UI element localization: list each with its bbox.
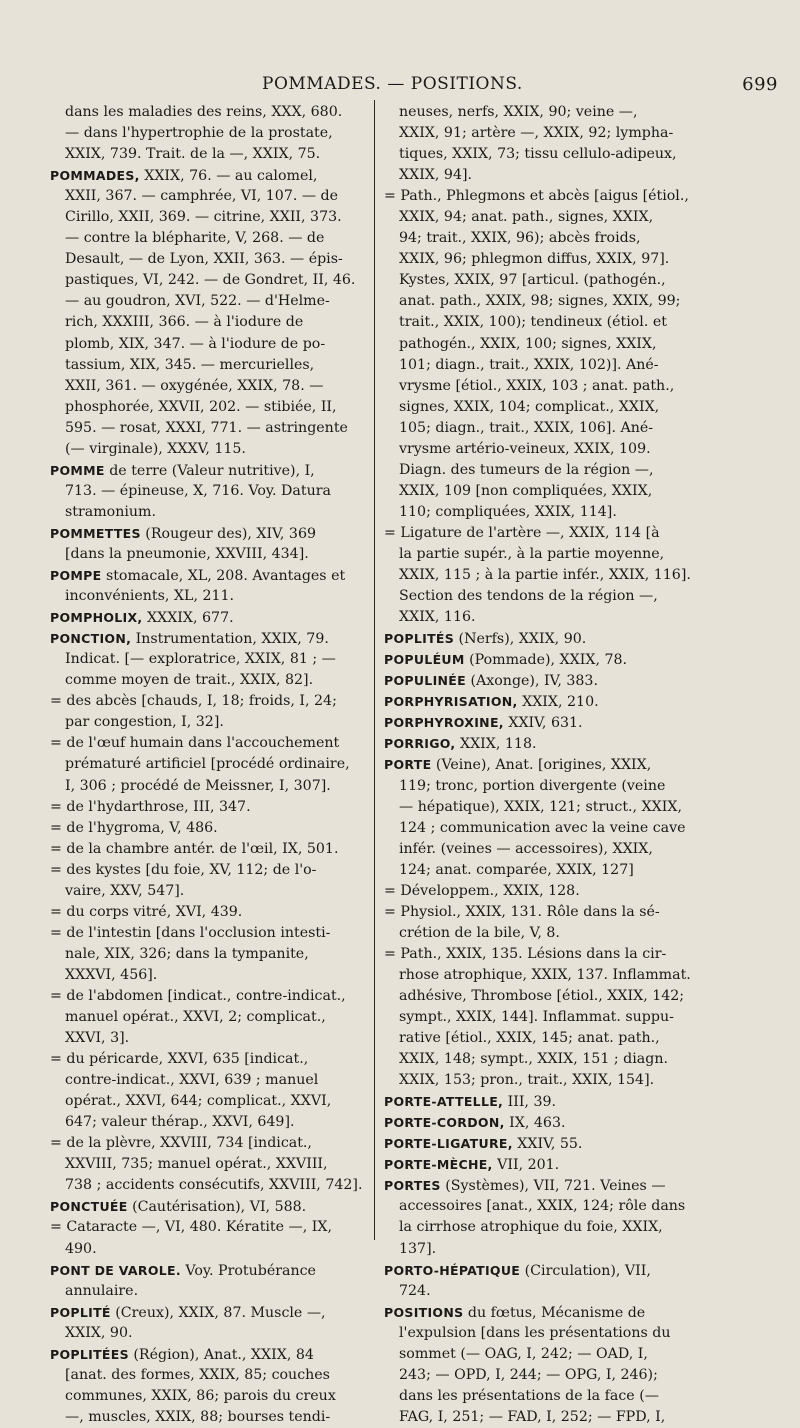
entry-text: 713. — épineuse, X, 716. Voy. Datura — [65, 482, 331, 499]
entry-headword: POPLITÉ — [50, 1304, 111, 1320]
index-text-line — [50, 1281, 370, 1302]
index-text-line — [384, 1007, 704, 1028]
entry-text: = Physiol., XXIX, 131. Rôle dans la sé- — [384, 903, 660, 920]
entry-text: manuel opérat., XXVI, 2; complicat., — [65, 1009, 326, 1026]
index-text-line — [50, 1365, 370, 1386]
entry-text: FAG, I, 251; — FAD, I, 252; — FPD, I, — [399, 1408, 666, 1425]
entry-text: dans les présentations de la face (— — [399, 1387, 659, 1404]
index-entry-heading-line — [50, 628, 370, 649]
entry-text: XXVI, 3]. — [65, 1030, 130, 1047]
index-entry-heading-line — [50, 565, 370, 586]
entry-text: — contre la blépharite, V, 268. — de — [65, 230, 325, 247]
index-text-line — [384, 776, 704, 797]
entry-text: 595. — rosat, XXXI, 771. — astringente — [65, 419, 348, 436]
entry-text: annulaire. — [65, 1282, 139, 1299]
entry-text: — dans l'hypertrophie de la prostate, — [65, 125, 333, 142]
entry-text: nale, XIX, 326; dans la tympanite, — [65, 945, 309, 962]
index-entry-heading-line — [384, 1091, 704, 1112]
entry-headword: POMMETTES — [50, 525, 141, 541]
index-text-line — [384, 376, 704, 397]
index-entry-heading-line — [50, 523, 370, 544]
entry-text: — hépatique), XXIX, 121; struct., XXIX, — [399, 798, 682, 815]
entry-text: 105; diagn., trait., XXIX, 106]. Ané- — [399, 419, 654, 436]
entry-headword: PORPHYRISATION, — [384, 694, 518, 710]
entry-text: 110; compliquées, XXIX, 114]. — [399, 503, 617, 520]
entry-headword: POPLITÉS — [384, 631, 455, 647]
entry-text: 137]. — [399, 1240, 437, 1257]
entry-text: 490. — [65, 1240, 97, 1257]
entry-text: = du corps vitré, XVI, 439. — [50, 903, 243, 920]
entry-text: 124 ; communication avec la veine cave — [399, 819, 686, 836]
entry-text: = du péricarde, XXVI, 635 [indicat., — [50, 1051, 309, 1068]
index-text-line — [384, 1217, 704, 1238]
entry-text: VII, 201. — [492, 1157, 560, 1174]
entry-text: vaire, XXV, 547]. — [65, 882, 185, 899]
index-text-line — [384, 881, 704, 902]
index-text-line — [50, 418, 370, 439]
entry-headword: POMMADES, — [50, 168, 140, 184]
index-text-line — [384, 334, 704, 355]
index-text-line — [50, 1091, 370, 1112]
entry-text: = Path., XXIX, 135. Lésions dans la cir- — [384, 945, 667, 962]
index-text-line — [384, 102, 704, 123]
index-text-line — [384, 1070, 704, 1091]
right-column — [384, 102, 704, 1428]
index-text-line — [384, 1407, 704, 1428]
entry-text: = Cataracte —, VI, 480. Kératite —, IX, — [50, 1219, 332, 1236]
entry-text: accessoires [anat., XXIX, 124; rôle dans — [399, 1198, 686, 1215]
index-text-line — [384, 607, 704, 628]
entry-text: sommet (— OAG, I, 242; — OAD, I, — [399, 1345, 648, 1362]
entry-text: tiques, XXIX, 73; tissu cellulo-adipeux, — [399, 146, 677, 163]
entry-text: XXIX, 148; sympt., XXIX, 151 ; diagn. — [399, 1051, 668, 1068]
entry-text: 738 ; accidents consécutifs, XXVIII, 742]. — [65, 1177, 363, 1194]
entry-text: = des kystes [du foie, XV, 112; de l'o- — [50, 861, 317, 878]
entry-text: XXXIX, 677. — [142, 610, 234, 627]
entry-text: = Path., Phlegmons et abcès [aigus [étiol., — [384, 188, 689, 205]
entry-text: [anat. des formes, XXIX, 85; couches — [65, 1366, 330, 1383]
entry-text: = de l'œuf humain dans l'accouchement — [50, 735, 340, 752]
entry-text: XXIX, 96; phlegmon diffus, XXIX, 97]. — [399, 251, 670, 268]
index-text-line — [50, 1217, 370, 1238]
index-text-line — [50, 1112, 370, 1133]
index-text-line — [50, 544, 370, 565]
entry-text: XXIX, 116. — [399, 609, 476, 626]
index-text-line — [50, 376, 370, 397]
entry-text: IX, 463. — [504, 1115, 566, 1132]
index-text-line — [384, 565, 704, 586]
entry-text: XXIX, 94]. — [399, 167, 473, 184]
index-text-line — [50, 397, 370, 418]
entry-text: —, muscles, XXIX, 88; bourses tendi- — [65, 1408, 331, 1425]
index-text-line — [50, 1407, 370, 1428]
index-text-line — [50, 986, 370, 1007]
index-entry-heading-line — [384, 1154, 704, 1175]
entry-text: infér. (veines — accessoires), XXIX, — [399, 840, 653, 857]
index-text-line — [384, 123, 704, 144]
entry-text: I, 306 ; procédé de Meissner, I, 307]. — [65, 777, 331, 794]
index-text-line — [384, 439, 704, 460]
index-text-line — [50, 334, 370, 355]
index-text-line — [50, 144, 370, 165]
index-text-line — [50, 102, 370, 123]
index-entry-heading-line — [384, 670, 704, 691]
index-text-line — [50, 439, 370, 460]
entry-text: III, 39. — [503, 1094, 557, 1111]
index-text-line — [50, 839, 370, 860]
entry-text: = Ligature de l'artère —, XXIX, 114 [à — [384, 524, 660, 541]
entry-text: anat. path., XXIX, 98; signes, XXIX, 99; — [399, 293, 681, 310]
entry-headword: PONCTION, — [50, 631, 132, 647]
index-text-line — [384, 1344, 704, 1365]
index-entry-heading-line — [384, 691, 704, 712]
entry-text: XXIX, 76. — au calomel, — [139, 168, 318, 185]
index-text-line — [50, 355, 370, 376]
entry-text: Kystes, XXIX, 97 [articul. (pathogén., — [399, 272, 666, 289]
entry-text: inconvénients, XL, 211. — [65, 588, 235, 605]
index-text-line — [384, 249, 704, 270]
entry-text: XXIX, 739. Trait. de la —, XXIX, 75. — [65, 146, 321, 163]
index-text-line — [50, 291, 370, 312]
index-text-line — [50, 1239, 370, 1260]
index-entry-heading-line — [384, 1260, 704, 1281]
entry-headword: PONCTUÉE — [50, 1199, 128, 1215]
entry-text: XXVIII, 735; manuel opérat., XXVIII, — [65, 1156, 328, 1173]
index-text-line — [50, 1049, 370, 1070]
entry-text: Diagn. des tumeurs de la région —, — [399, 461, 654, 478]
entry-text: (Veine), Anat. [origines, XXIX, — [431, 757, 652, 774]
index-text-line — [384, 544, 704, 565]
entry-text: sympt., XXIX, 144]. Inflammat. suppu- — [399, 1009, 674, 1026]
index-entry-heading-line — [50, 1302, 370, 1323]
index-text-line — [50, 754, 370, 775]
entry-headword: POMME — [50, 462, 105, 478]
entry-text: 724. — [399, 1282, 431, 1299]
entry-text: (— virginale), XXXV, 115. — [65, 440, 246, 457]
entry-text: Desault, — de Lyon, XXII, 363. — épis- — [65, 251, 343, 268]
entry-text: Instrumentation, XXIX, 79. — [131, 631, 329, 648]
entry-headword: POSITIONS — [384, 1304, 464, 1320]
index-text-line — [384, 270, 704, 291]
index-text-line — [384, 965, 704, 986]
entry-text: XXIX, 118. — [455, 736, 537, 753]
index-text-line — [384, 312, 704, 333]
entry-text: XXXVI, 456]. — [65, 966, 158, 983]
index-text-line — [384, 186, 704, 207]
running-header — [0, 74, 800, 100]
index-text-line — [50, 502, 370, 523]
index-entry-heading-line — [384, 733, 704, 754]
entry-text: = de la plèvre, XXVIII, 734 [indicat., — [50, 1135, 312, 1152]
entry-headword: PORTES — [384, 1178, 441, 1194]
entry-text: vrysme [étiol., XXIX, 103 ; anat. path., — [399, 377, 675, 394]
entry-text: XXIV, 55. — [512, 1136, 583, 1153]
entry-headword: PONT DE VAROLE. — [50, 1262, 181, 1278]
entry-text: adhésive, Thrombose [étiol., XXIX, 142; — [399, 987, 685, 1004]
entry-headword: PORTO-HÉPATIQUE — [384, 1262, 521, 1278]
index-text-line — [50, 733, 370, 754]
entry-text: (Systèmes), VII, 721. Veines — — [440, 1178, 666, 1195]
entry-text: XXII, 361. — oxygénée, XXIX, 78. — — [65, 377, 324, 394]
index-text-line — [50, 944, 370, 965]
entry-text: (Cautérisation), VI, 588. — [127, 1199, 307, 1216]
entry-text: signes, XXIX, 104; complicat., XXIX, — [399, 398, 660, 415]
entry-text: Section des tendons de la région —, — [399, 588, 658, 605]
index-text-line — [384, 839, 704, 860]
index-text-line — [50, 586, 370, 607]
index-text-line — [50, 923, 370, 944]
index-entry-heading-line — [50, 460, 370, 481]
entry-headword: POPULINÉE — [384, 673, 466, 689]
entry-text: rative [étiol., XXIX, 145; anat. path., — [399, 1030, 660, 1047]
entry-text: dans les maladies des reins, XXX, 680. — [65, 104, 343, 120]
index-entry-heading-line — [384, 649, 704, 670]
entry-text: = de l'hydarthrose, III, 347. — [50, 798, 251, 815]
entry-headword: POPULÉUM — [384, 652, 465, 668]
index-text-line — [50, 776, 370, 797]
entry-text: la partie supér., à la partie moyenne, — [399, 545, 665, 562]
index-text-line — [384, 418, 704, 439]
entry-headword: POMPHOLIX, — [50, 610, 143, 626]
entry-text: la cirrhose atrophique du foie, XXIX, — [399, 1219, 663, 1236]
index-text-line — [384, 1281, 704, 1302]
entry-text: XXIX, 153; pron., trait., XXIX, 154]. — [399, 1072, 655, 1089]
index-text-line — [50, 797, 370, 818]
index-text-line — [50, 186, 370, 207]
entry-text: trait., XXIX, 100); tendineux (étiol. et — [399, 314, 667, 331]
entry-text: XXII, 367. — camphrée, VI, 107. — de — [65, 188, 339, 205]
index-entry-heading-line — [384, 712, 704, 733]
entry-text: communes, XXIX, 86; parois du creux — [65, 1387, 336, 1404]
index-text-line — [384, 460, 704, 481]
index-text-line — [50, 818, 370, 839]
entry-text: tassium, XIX, 345. — mercurielles, — [65, 356, 315, 373]
index-text-line — [50, 481, 370, 502]
entry-text: phosphorée, XXVII, 202. — stibiée, II, — [65, 398, 337, 415]
entry-text: XXIX, 115 ; à la partie infér., XXIX, 116]. — [399, 567, 691, 584]
index-entry-heading-line — [384, 628, 704, 649]
entry-text: stomacale, XL, 208. Avantages et — [101, 568, 346, 585]
index-entry-heading-line — [50, 165, 370, 186]
index-text-line — [50, 1386, 370, 1407]
index-text-line — [384, 397, 704, 418]
index-text-line — [384, 797, 704, 818]
index-text-line — [50, 1028, 370, 1049]
entry-text: XXIX, 91; artère —, XXIX, 92; lympha- — [399, 125, 674, 142]
index-text-line — [50, 123, 370, 144]
index-text-line — [50, 312, 370, 333]
index-entry-heading-line — [384, 1302, 704, 1323]
entry-text: XXIX, 210. — [517, 694, 599, 711]
entry-text: 124; anat. comparée, XXIX, 127] — [399, 861, 634, 878]
entry-text: 101; diagn., trait., XXIX, 102)]. Ané- — [399, 356, 659, 373]
index-entry-heading-line — [384, 1112, 704, 1133]
entry-text: crétion de la bile, V, 8. — [399, 924, 560, 941]
entry-text: — au goudron, XVI, 522. — d'Helme- — [65, 293, 330, 310]
entry-text: prématuré artificiel [procédé ordinaire, — [65, 756, 350, 773]
index-text-line — [384, 902, 704, 923]
index-text-line — [50, 649, 370, 670]
index-entry-heading-line — [50, 1260, 370, 1281]
index-text-line — [384, 523, 704, 544]
entry-headword: PORPHYROXINE, — [384, 715, 504, 731]
index-text-line — [384, 923, 704, 944]
index-text-line — [384, 1365, 704, 1386]
index-text-line — [50, 670, 370, 691]
index-text-line — [384, 1196, 704, 1217]
entry-text: = de la chambre antér. de l'œil, IX, 501. — [50, 840, 339, 857]
entry-text: (Rougeur des), XIV, 369 — [140, 525, 316, 542]
index-entry-heading-line — [50, 1196, 370, 1217]
entry-text: XXIV, 631. — [503, 715, 583, 732]
entry-headword: PORTE-CORDON, — [384, 1115, 505, 1131]
entry-headword: PORRIGO, — [384, 736, 456, 752]
entry-text: 243; — OPD, I, 244; — OPG, I, 246); — [399, 1366, 658, 1383]
index-text-line — [384, 502, 704, 523]
page-title: POMMADES. — POSITIONS. — [262, 74, 523, 94]
index-text-line — [384, 165, 704, 186]
entry-text: vrysme artério-veineux, XXIX, 109. — [399, 440, 651, 457]
entry-text: 647; valeur thérap., XXVI, 649]. — [65, 1114, 295, 1131]
entry-text: (Région), Anat., XXIX, 84 — [128, 1346, 314, 1363]
entry-text: [dans la pneumonie, XXVIII, 434]. — [65, 545, 309, 562]
index-text-line — [384, 1386, 704, 1407]
entry-text: = des abcès [chauds, I, 18; froids, I, 24; — [50, 693, 337, 710]
entry-text: (Axonge), IV, 383. — [465, 673, 598, 690]
index-text-line — [384, 986, 704, 1007]
entry-text: opérat., XXVI, 644; complicat., XXVI, — [65, 1093, 332, 1110]
entry-text: l'expulsion [dans les présentations du — [399, 1324, 671, 1341]
index-text-line — [50, 1007, 370, 1028]
entry-text: rhose atrophique, XXIX, 137. Inflammat. — [399, 966, 691, 983]
entry-text: = de l'intestin [dans l'occlusion intesti- — [50, 924, 331, 941]
entry-headword: POMPE — [50, 568, 102, 584]
index-text-line — [50, 965, 370, 986]
index-text-line — [50, 881, 370, 902]
index-text-line — [50, 1154, 370, 1175]
index-text-line — [50, 1323, 370, 1344]
index-text-line — [384, 1239, 704, 1260]
index-text-line — [384, 355, 704, 376]
entry-text: Indicat. [— exploratrice, XXIX, 81 ; — — [65, 651, 336, 668]
entry-headword: PORTE-MÈCHE, — [384, 1157, 493, 1173]
index-text-line — [384, 860, 704, 881]
entry-text: (Nerfs), XXIX, 90. — [454, 631, 587, 648]
index-text-line — [384, 944, 704, 965]
entry-text: de terre (Valeur nutritive), I, — [104, 462, 315, 479]
entry-headword: PORTE-ATTELLE, — [384, 1094, 504, 1110]
entry-text: plomb, XIX, 347. — à l'iodure de po- — [65, 335, 326, 352]
column-divider — [374, 100, 375, 1240]
entry-text: pastiques, VI, 242. — de Gondret, II, 46. — [65, 272, 356, 289]
index-text-line — [50, 1133, 370, 1154]
entry-text: (Pommade), XXIX, 78. — [464, 652, 628, 669]
index-text-line — [50, 228, 370, 249]
index-entry-heading-line — [384, 754, 704, 775]
index-text-line — [384, 1028, 704, 1049]
index-text-line — [384, 1049, 704, 1070]
index-text-line — [384, 818, 704, 839]
entry-text: XXIX, 109 [non compliquées, XXIX, — [399, 482, 653, 499]
entry-text: pathogén., XXIX, 100; signes, XXIX, — [399, 335, 657, 352]
entry-headword: PORTE — [384, 757, 432, 773]
entry-text: (Creux), XXIX, 87. Muscle —, — [110, 1304, 326, 1321]
index-text-line — [384, 1323, 704, 1344]
left-column — [50, 102, 370, 1428]
entry-headword: PORTE-LIGATURE, — [384, 1136, 513, 1152]
entry-text: Cirillo, XXII, 369. — citrine, XXII, 373. — [65, 209, 342, 226]
entry-text: XXIX, 90. — [65, 1324, 133, 1341]
entry-text: comme moyen de trait., XXIX, 82]. — [65, 672, 314, 689]
index-entry-heading-line — [50, 607, 370, 628]
entry-text: du fœtus, Mécanisme de — [463, 1304, 646, 1321]
entry-text: stramonium. — [65, 503, 156, 520]
index-text-line — [384, 228, 704, 249]
index-text-line — [50, 249, 370, 270]
entry-text: (Circulation), VII, — [520, 1262, 651, 1279]
entry-headword: POPLITÉES — [50, 1346, 129, 1362]
index-text-line — [50, 1175, 370, 1196]
entry-text: XXIX, 94; anat. path., signes, XXIX, — [399, 209, 654, 226]
index-text-line — [50, 1070, 370, 1091]
entry-text: contre-indicat., XXVI, 639 ; manuel — [65, 1072, 319, 1089]
index-text-line — [384, 291, 704, 312]
entry-text: = de l'abdomen [indicat., contre-indicat., — [50, 987, 346, 1004]
index-text-line — [50, 860, 370, 881]
entry-text: = Développem., XXIX, 128. — [384, 882, 580, 899]
entry-text: 119; tronc, portion divergente (veine — [399, 777, 666, 794]
index-entry-heading-line — [50, 1344, 370, 1365]
index-text-line — [384, 207, 704, 228]
index-text-line — [50, 712, 370, 733]
index-text-line — [384, 144, 704, 165]
index-entry-heading-line — [384, 1133, 704, 1154]
page-number: 699 — [742, 74, 778, 95]
entry-text: 94; trait., XXIX, 96); abcès froids, — [399, 230, 641, 247]
entry-text: par congestion, I, 32]. — [65, 714, 224, 731]
index-text-line — [50, 270, 370, 291]
index-text-line — [384, 586, 704, 607]
entry-text: Voy. Protubérance — [180, 1262, 316, 1279]
index-text-line — [50, 207, 370, 228]
entry-text: = de l'hygroma, V, 486. — [50, 819, 218, 836]
entry-text: neuses, nerfs, XXIX, 90; veine —, — [399, 104, 638, 120]
index-entry-heading-line — [384, 1175, 704, 1196]
index-text-line — [50, 691, 370, 712]
index-text-line — [50, 902, 370, 923]
entry-text: rich, XXXIII, 366. — à l'iodure de — [65, 314, 304, 331]
index-text-line — [384, 481, 704, 502]
